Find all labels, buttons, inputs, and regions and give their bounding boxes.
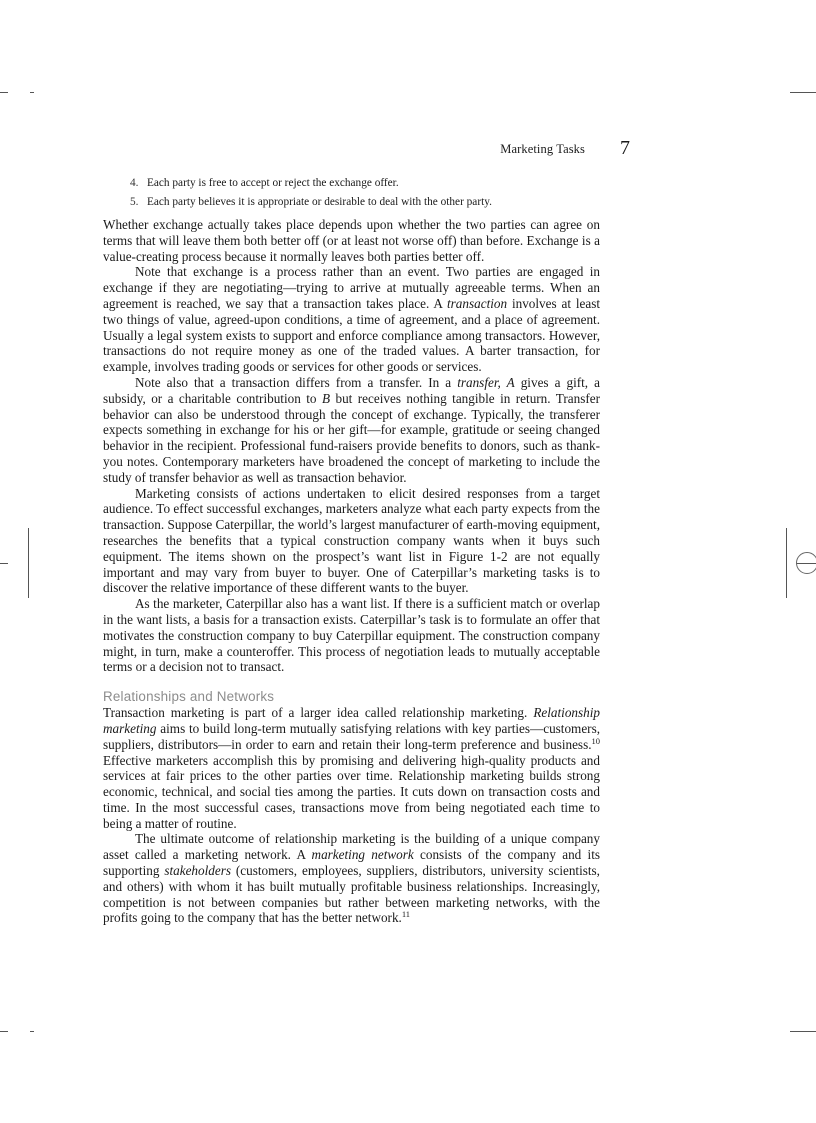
paragraph-text: involves at least two things of value, agreed-upon conditions, a time of agreement, and a place of agreement. Usually a legal system exists to support and enforce compliance among transactors. However, transactions do not require money as one of the traded values. A barter transaction, for example, involves trading goods or services for other goods or services.	[103, 295, 600, 375]
paragraph-want-list: As the marketer, Caterpillar also has a want list. If there is a sufficient match or overlap in the want lists, a basis for a transaction exists. Caterpillar’s task is to formulate an offer that motivates the construction company to buy Caterpillar equipment. The construction company might, in turn, make a counteroffer. This process of negotiation leads to mutually acceptable terms or a decision not to transact.	[103, 596, 600, 675]
crop-mark-bottom-left-dot	[30, 1031, 34, 1032]
paragraph-text: gives a gift, a subsidy, or a charitable contribution to	[103, 374, 601, 406]
registration-circle	[796, 552, 816, 574]
paragraph-text: Note also that a transaction differs from a transfer. In a	[135, 374, 458, 390]
paragraph-marketing-network	[103, 831, 600, 926]
term-relationship-marketing: Relationship marketing	[103, 705, 600, 736]
term-stakeholders: stakeholders	[164, 863, 231, 879]
paragraph-text: (customers, employees, suppliers, distributors, university scientists, and others) with whom it has built mutually profitable business relationships. Increasingly, competition is not between companies but rather between marketing networks, with the profits going to the company that has the better network.	[103, 863, 600, 926]
list-item-text: Each party believes it is appropriate or desirable to deal with the other party.	[147, 196, 492, 208]
page-number: 7	[620, 137, 630, 159]
crop-mark-bottom-right	[790, 1031, 816, 1032]
term-b: B	[321, 390, 331, 406]
paragraph-text: Effective marketers accomplish this by promising and delivering high-quality products and services at fair prices to the other parties over time. Relationship marketing builds strong economic, technical, and social ties among the parties. It cuts down on transaction costs and time. In the most successful cases, transactions move from being negotiated each time to being a matter of routine.	[103, 752, 600, 831]
footnote-ref: 11	[401, 909, 411, 920]
paragraph-text: but receives nothing tangible in return. Transfer behavior can also be understood through the concept of exchange. Typically, the transferer expects something in exchange for his or her gift—for example, gratitude or seeing changed behavior in the recipient. Professional fund-raisers provide benefits to donors, such as thank-you notes. Contemporary marketers have broadened the concept of marketing to include the study of transfer behavior as well as transaction behavior.	[103, 390, 600, 485]
list-item-text: Each party is free to accept or reject the exchange offer.	[147, 177, 399, 189]
paragraph-text: aims to build long-term mutually satisfying relations with key parties—customers, suppliers, distributors—in order to earn and retain their long-term preference and business.	[103, 720, 600, 752]
section-heading: Relationships and Networks	[103, 689, 275, 705]
registration-bar-right	[786, 528, 787, 598]
crop-mark-top-right	[790, 92, 816, 93]
paragraph-transfer	[103, 375, 600, 486]
crop-mark-top-left-dot	[30, 92, 34, 93]
term-marketing-network: marketing network	[311, 847, 414, 863]
body-text	[103, 217, 600, 926]
registration-tick-left	[0, 563, 8, 564]
running-title: Marketing Tasks	[500, 142, 585, 156]
crop-mark-bottom-left	[0, 1031, 8, 1032]
paragraph-relationship-marketing	[103, 705, 600, 831]
term-transaction: transaction	[447, 295, 508, 311]
list-item-number: 5.	[130, 196, 139, 208]
paragraph-exchange-outcome: Whether exchange actually takes place depends upon whether the two parties can agree on terms that will leave them both better off (or at least not worse off) than before. Exchange is a value-creating process because it normally leaves both parties better off.	[103, 217, 600, 264]
list-item-number: 4.	[130, 177, 139, 189]
footnote-ref: 10	[591, 735, 600, 746]
list-item	[130, 193, 630, 212]
paragraph-marketing-actions: Marketing consists of actions undertaken to elicit desired responses from a target audience. To effect successful exchanges, marketers analyze what each party expects from the transaction. Suppose Caterpillar, the world’s largest manufacturer of earth-moving equipment, researches the benefits that a typical construction company wants when it buys such equipment. The items shown on the prospect’s want list in Figure 1-2 are not equally important and may vary from buyer to buyer. One of Caterpillar’s marketing tasks is to discover the relative importance of these different wants to the buyer.	[103, 485, 600, 596]
paragraph-text: Transaction marketing is part of a larger idea called relationship marketing.	[103, 705, 534, 721]
numbered-list	[130, 174, 630, 212]
paragraph-text: Note that exchange is a process rather than an event. Two parties are engaged in exchange if they are negotiating—trying to arrive at mutually agreeable terms. When an agreement is reached, we say that a transaction takes place. A	[103, 264, 600, 311]
registration-bar-left	[28, 528, 29, 598]
paragraph-text: The ultimate outcome of relationship marketing is the building of a unique company asset called a marketing network. A	[103, 831, 600, 863]
list-item	[130, 174, 630, 193]
term-transfer: transfer, A	[457, 374, 515, 390]
paragraph-text: consists of the company and its supporting	[103, 847, 600, 879]
crop-mark-top-left	[0, 92, 8, 93]
paragraph-transaction	[103, 264, 600, 375]
running-header	[470, 139, 630, 159]
